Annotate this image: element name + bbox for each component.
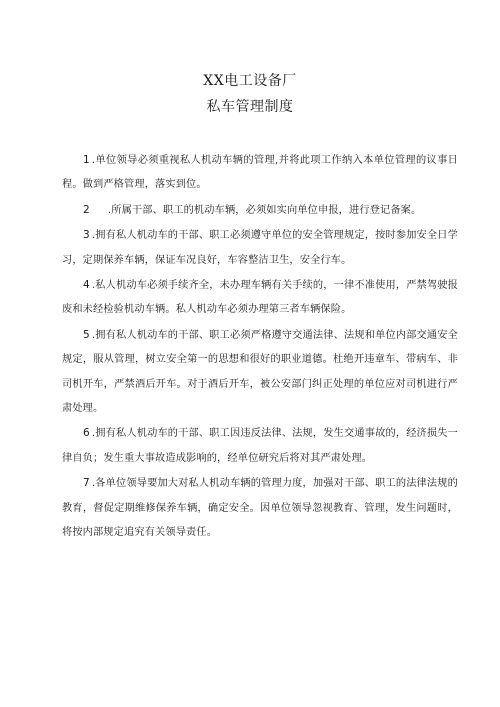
- paragraph-text: .拥有私人机动车的干部、职工因违反法律、法规，发生交通事故的，经济损失一律自负；发生重大事故造成影响的，经单位研究后将对其严肃处理。: [62, 428, 458, 464]
- paragraph-number: 6: [83, 427, 90, 440]
- paragraph-text: .单位领导必须重视私人机动车辆的管理,并将此项工作纳入本单位管理的议事日程。做到严格管理，落实到位。: [62, 155, 458, 191]
- paragraph-text: .所属干部、职工的机动车辆，必须如实向单位申报，进行登记备案。: [107, 204, 422, 216]
- paragraph-text: .私人机动车必须手续齐全，未办理车辆有关手续的，一律不准使用，严禁驾驶报废和未经检验机动车辆。私人机动车必须办理第三者车辆保险。: [62, 280, 458, 316]
- paragraph-2: [62, 198, 458, 223]
- company-name: XX电工设备厂: [203, 73, 297, 89]
- paragraph-number: 4: [83, 279, 90, 292]
- paragraph-text: .拥有私人机动车的干部、职工必须严格遵守交通法律、法规和单位内部交通安全规定，服从管理，树立安全第一的思想和很好的职业道德。杜绝开违章车、带病车、非司机开车，严禁酒后开车。对于酒后开车，被公安部门纠正处理的单位应对司机进行严肃处理。: [62, 329, 458, 415]
- paragraph-text: .各单位领导要加大对私人机动车辆的管理力度，加强对干部、职工的法律法规的教育，督促定期维修保养车辆，确定安全。因单位领导忽视教育、管理，发生问题时，将按内部规定追究有关领导责任。: [62, 478, 458, 539]
- paragraph-number: 7: [83, 477, 90, 490]
- paragraph-5: [62, 323, 458, 422]
- paragraph-number: 3: [83, 229, 90, 242]
- document-body: [62, 148, 458, 546]
- paragraph-number: 5: [83, 328, 90, 341]
- paragraph-number: 1: [83, 154, 90, 166]
- paragraph-6: [62, 421, 458, 471]
- paragraph-4: [62, 273, 458, 323]
- paragraph-3: [62, 223, 458, 273]
- paragraph-number: 2: [83, 203, 90, 216]
- paragraph-1: [62, 148, 458, 198]
- document-title: 私车管理制度: [206, 99, 294, 115]
- paragraph-text: .拥有私人机动车的干部、职工必须遵守单位的安全管理规定，按时参加安全日学习，定期保养车辆，保证车况良好，车容整洁卫生，安全行车。: [62, 230, 458, 266]
- paragraph-7: [62, 471, 458, 545]
